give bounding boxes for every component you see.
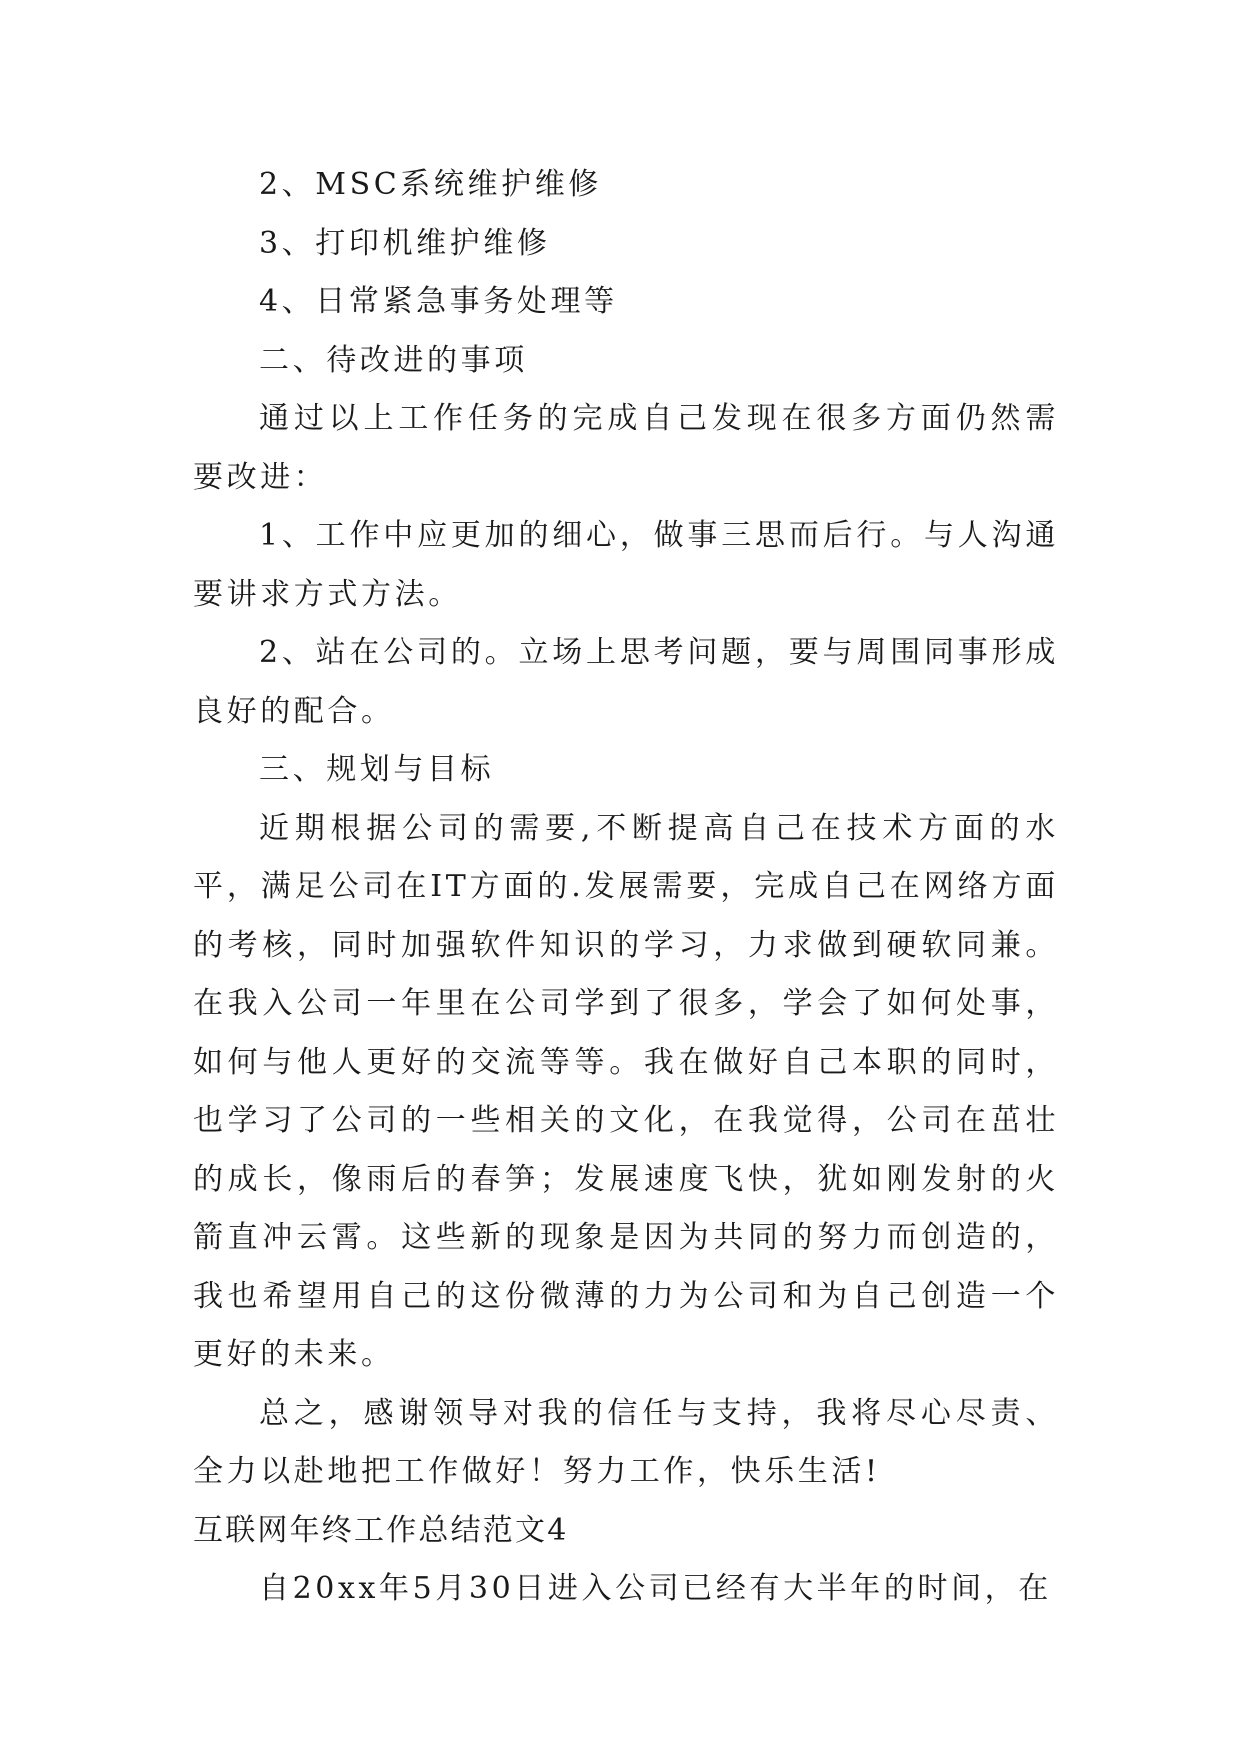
list-item-daily-emergency: 4、日常紧急事务处理等 <box>259 284 618 319</box>
document-body <box>193 156 1059 1619</box>
paragraph-plans-body: 近期根据公司的需要,不断提高自己在技术方面的水平，满足公司在IT方面的.发展需要，完成自己在网络方面的考核，同时加强软件知识的学习，力求做到硬软同兼。在我入公司一年里在公司学到了很多，学会了如何处事，如何与他人更好的交流等等。我在做好自己本职的同时，也学习了公司的一些相关的文化，在我觉得，公司在茁壮的成长，像雨后的春笋；发展速度飞快，犹如刚发射的火箭直冲云霄。这些新的现象是因为共同的努力而创造的，我也希望用自己的这份微薄的力为公司和为自己创造一个更好的未来。 <box>193 810 1059 1372</box>
paragraph-section-4-start: 自20xx年5月30日进入公司已经有大半年的时间，在 <box>259 1571 1052 1606</box>
paragraph-conclusion: 总之，感谢领导对我的信任与支持，我将尽心尽责、全力以赴地把工作做好！努力工作，快乐生活! <box>193 1395 1059 1489</box>
section-heading-improvements: 二、待改进的事项 <box>259 342 528 378</box>
paragraph-improvement-1: 1、工作中应更加的细心，做事三思而后行。与人沟通要讲求方式方法。 <box>193 518 1059 612</box>
list-item-printer-maintenance: 3、打印机维护维修 <box>259 225 551 261</box>
list-item-msc-maintenance: 2、MSC系统维护维修 <box>259 167 602 202</box>
paragraph-improvement-2: 2、站在公司的。立场上思考问题，要与周围同事形成良好的配合。 <box>193 635 1059 729</box>
paragraph-improvements-intro: 通过以上工作任务的完成自己发现在很多方面仍然需要改进： <box>193 401 1059 495</box>
document-section-title: 互联网年终工作总结范文4 <box>193 1512 569 1548</box>
section-heading-plans: 三、规划与目标 <box>259 752 495 787</box>
